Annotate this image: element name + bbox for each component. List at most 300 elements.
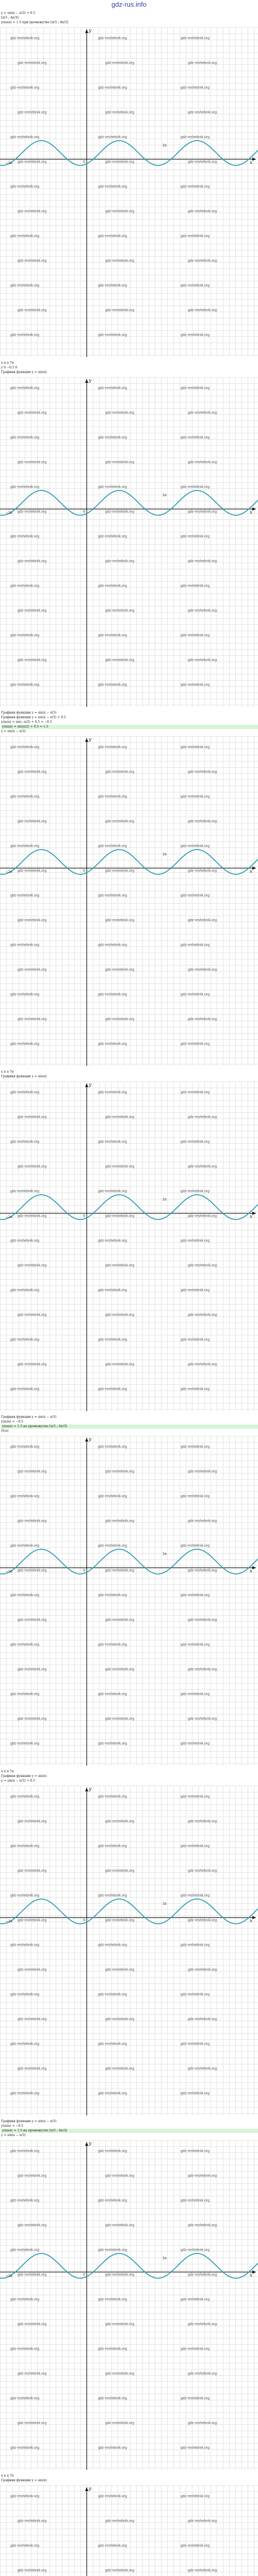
y-axis-arrow	[85, 379, 88, 383]
watermark-text: gdz-reshebnik.org	[98, 2199, 127, 2202]
y-axis-label: y	[89, 1082, 92, 1088]
watermark-text: gdz-reshebnik.org	[18, 2372, 47, 2376]
watermark-text: gdz-reshebnik.org	[188, 2519, 217, 2523]
watermark-text: gdz-reshebnik.org	[18, 111, 47, 114]
watermark-text: gdz-reshebnik.org	[18, 1968, 47, 1972]
watermark-text: gdz-reshebnik.org	[188, 111, 217, 114]
watermark-text: gdz-reshebnik.org	[181, 2347, 210, 2351]
watermark-text: gdz-reshebnik.org	[98, 386, 127, 390]
watermark-text: gdz-reshebnik.org	[181, 584, 210, 588]
watermark-text: gdz-reshebnik.org	[10, 1495, 40, 1498]
watermark-text: gdz-reshebnik.org	[18, 510, 47, 514]
watermark-text: gdz-reshebnik.org	[188, 61, 217, 65]
watermark-text: gdz-reshebnik.org	[18, 658, 47, 662]
watermark-text: gdz-reshebnik.org	[98, 535, 127, 538]
watermark-text: gdz-reshebnik.org	[188, 1165, 217, 1168]
watermark-text: gdz-reshebnik.org	[105, 2421, 135, 2425]
watermark-text: gdz-reshebnik.org	[105, 919, 135, 922]
y-axis-label: y	[89, 1787, 92, 1792]
watermark-text: gdz-reshebnik.org	[188, 1264, 217, 1267]
watermark-text: gdz-reshebnik.org	[10, 1943, 40, 1947]
watermark-text: gdz-reshebnik.org	[188, 1018, 217, 1021]
watermark-text: gdz-reshebnik.org	[98, 1338, 127, 1342]
watermark-text: gdz-reshebnik.org	[181, 1190, 210, 1193]
watermark-text: gdz-reshebnik.org	[188, 2372, 217, 2376]
watermark-text: gdz-reshebnik.org	[10, 584, 40, 588]
watermark-text: gdz-reshebnik.org	[98, 86, 127, 90]
watermark-text: gdz-reshebnik.org	[181, 1042, 210, 1046]
watermark-text: gdz-reshebnik.org	[188, 2018, 217, 2021]
watermark-text: gdz-reshebnik.org	[181, 284, 210, 287]
watermark-text: gdz-reshebnik.org	[10, 943, 40, 947]
watermark-text: gdz-reshebnik.org	[188, 1618, 217, 1622]
watermark-text: gdz-reshebnik.org	[18, 869, 47, 873]
watermark-text: gdz-reshebnik.org	[181, 2446, 210, 2450]
tick-label-2pi: 2π	[163, 2257, 167, 2260]
math-line: Графики функции y = sin(x − π/3) + 0.5	[1, 716, 66, 719]
watermark-text: gdz-reshebnik.org	[181, 2248, 210, 2252]
watermark-text: gdz-reshebnik.org	[98, 1742, 127, 1745]
function-graph	[0, 2485, 258, 2576]
watermark-text: gdz-reshebnik.org	[181, 1643, 210, 1647]
y-axis-arrow	[85, 738, 88, 742]
site-header[interactable]: gdz-rus.info	[111, 1, 147, 8]
watermark-text: gdz-reshebnik.org	[181, 844, 210, 848]
watermark-text: gdz-reshebnik.org	[98, 1239, 127, 1243]
tick-label-minus-2pi: −2π	[6, 2274, 12, 2278]
watermark-text: gdz-reshebnik.org	[10, 37, 40, 40]
watermark-text: gdz-reshebnik.org	[98, 2092, 127, 2095]
watermark-text: gdz-reshebnik.org	[181, 436, 210, 439]
math-line: Графики функции y = sin(x − π/3)	[1, 711, 57, 715]
watermark-text: gdz-reshebnik.org	[181, 2495, 210, 2498]
watermark-text: gdz-reshebnik.org	[188, 919, 217, 922]
watermark-text: gdz-reshebnik.org	[10, 894, 40, 897]
watermark-text: gdz-reshebnik.org	[18, 1618, 47, 1622]
watermark-text: gdz-reshebnik.org	[18, 1363, 47, 1366]
tick-label-minus-2pi: −2π	[6, 1920, 12, 1923]
tick-label-minus-2pi: −2π	[6, 1215, 12, 1219]
tick-label-2pi: 2π	[163, 1902, 167, 1906]
watermark-text: gdz-reshebnik.org	[18, 259, 47, 263]
watermark-text: gdz-reshebnik.org	[105, 770, 135, 774]
watermark-text: gdz-reshebnik.org	[105, 1869, 135, 1873]
watermark-text: gdz-reshebnik.org	[105, 510, 135, 514]
watermark-text: gdz-reshebnik.org	[105, 61, 135, 65]
watermark-text: gdz-reshebnik.org	[98, 1594, 127, 1597]
watermark-text: gdz-reshebnik.org	[98, 1544, 127, 1548]
watermark-text: gdz-reshebnik.org	[18, 2224, 47, 2227]
x-axis-label: x	[250, 1919, 253, 1924]
watermark-text: gdz-reshebnik.org	[18, 919, 47, 922]
tick-label-2pi: 2π	[163, 853, 167, 856]
watermark-text: gdz-reshebnik.org	[105, 259, 135, 263]
watermark-text: gdz-reshebnik.org	[98, 1289, 127, 1292]
watermark-text: gdz-reshebnik.org	[18, 61, 47, 65]
watermark-text: gdz-reshebnik.org	[98, 2149, 127, 2153]
math-line: y = sin(x − π/3)	[1, 2133, 26, 2137]
function-graph	[0, 27, 258, 357]
origin-label: 0	[83, 160, 85, 164]
watermark-text: gdz-reshebnik.org	[10, 1239, 40, 1243]
watermark-text: gdz-reshebnik.org	[105, 2323, 135, 2326]
watermark-text: gdz-reshebnik.org	[98, 2347, 127, 2351]
math-line: x π π 7π	[1, 1770, 14, 1773]
tick-label-minus-2pi: −2π	[6, 161, 12, 165]
watermark-text: gdz-reshebnik.org	[181, 1091, 210, 1094]
tick-label-minus-2pi: −2π	[6, 870, 12, 874]
watermark-text: gdz-reshebnik.org	[98, 993, 127, 996]
watermark-text: gdz-reshebnik.org	[188, 770, 217, 774]
watermark-text: gdz-reshebnik.org	[10, 2544, 40, 2548]
watermark-text: gdz-reshebnik.org	[105, 658, 135, 662]
watermark-text: gdz-reshebnik.org	[18, 309, 47, 312]
watermark-text: gdz-reshebnik.org	[181, 2298, 210, 2301]
watermark-text: gdz-reshebnik.org	[18, 1264, 47, 1267]
watermark-text: gdz-reshebnik.org	[188, 1869, 217, 1873]
watermark-text: gdz-reshebnik.org	[181, 943, 210, 947]
x-axis-arrow	[252, 1916, 256, 1919]
watermark-text: gdz-reshebnik.org	[105, 1470, 135, 1473]
y-axis-label: y	[89, 2141, 92, 2146]
watermark-text: gdz-reshebnik.org	[181, 795, 210, 799]
watermark-text: gdz-reshebnik.org	[181, 2092, 210, 2095]
tick-label-2pi: 2π	[163, 144, 167, 147]
watermark-text: gdz-reshebnik.org	[98, 1894, 127, 1897]
function-graph	[0, 1436, 258, 1766]
watermark-text: gdz-reshebnik.org	[188, 510, 217, 514]
watermark-text: gdz-reshebnik.org	[188, 2421, 217, 2425]
watermark-text: gdz-reshebnik.org	[18, 461, 47, 464]
y-axis-label: y	[89, 737, 92, 742]
watermark-text: gdz-reshebnik.org	[98, 894, 127, 897]
watermark-text: gdz-reshebnik.org	[18, 1919, 47, 1922]
watermark-text: gdz-reshebnik.org	[10, 2092, 40, 2095]
watermark-text: gdz-reshebnik.org	[98, 1643, 127, 1647]
watermark-text: gdz-reshebnik.org	[10, 436, 40, 439]
origin-label: 0	[83, 1569, 85, 1572]
watermark-text: gdz-reshebnik.org	[105, 1717, 135, 1721]
watermark-text: gdz-reshebnik.org	[10, 1445, 40, 1449]
graph-svg	[0, 2485, 258, 2576]
watermark-text: gdz-reshebnik.org	[10, 1544, 40, 1548]
watermark-text: gdz-reshebnik.org	[105, 2372, 135, 2376]
watermark-text: gdz-reshebnik.org	[10, 1594, 40, 1597]
watermark-text: gdz-reshebnik.org	[188, 1363, 217, 1366]
watermark-text: gdz-reshebnik.org	[105, 869, 135, 873]
watermark-text: gdz-reshebnik.org	[98, 1795, 127, 1799]
y-axis-arrow	[85, 1438, 88, 1442]
watermark-text: gdz-reshebnik.org	[181, 386, 210, 390]
watermark-text: gdz-reshebnik.org	[188, 869, 217, 873]
x-axis-label: x	[250, 510, 253, 515]
watermark-text: gdz-reshebnik.org	[18, 411, 47, 415]
watermark-text: gdz-reshebnik.org	[98, 2248, 127, 2252]
watermark-text: gdz-reshebnik.org	[105, 1165, 135, 1168]
watermark-text: gdz-reshebnik.org	[98, 795, 127, 799]
watermark-text: gdz-reshebnik.org	[181, 1495, 210, 1498]
watermark-text: gdz-reshebnik.org	[105, 1363, 135, 1366]
watermark-text: gdz-reshebnik.org	[181, 1943, 210, 1947]
origin-label: 0	[83, 869, 85, 873]
watermark-text: gdz-reshebnik.org	[10, 333, 40, 337]
watermark-text: gdz-reshebnik.org	[10, 1692, 40, 1696]
watermark-text: gdz-reshebnik.org	[188, 609, 217, 613]
watermark-text: gdz-reshebnik.org	[105, 1214, 135, 1218]
watermark-text: gdz-reshebnik.org	[10, 386, 40, 390]
watermark-text: gdz-reshebnik.org	[98, 185, 127, 189]
watermark-text: gdz-reshebnik.org	[18, 2569, 47, 2572]
watermark-text: gdz-reshebnik.org	[98, 2298, 127, 2301]
watermark-text: gdz-reshebnik.org	[18, 2174, 47, 2178]
watermark-text: gdz-reshebnik.org	[105, 1519, 135, 1523]
watermark-text: gdz-reshebnik.org	[10, 2446, 40, 2450]
watermark-text: gdz-reshebnik.org	[98, 135, 127, 139]
watermark-text: gdz-reshebnik.org	[105, 2224, 135, 2227]
watermark-text: gdz-reshebnik.org	[10, 745, 40, 749]
watermark-text: gdz-reshebnik.org	[10, 2042, 40, 2046]
result-line-highlighted: y(max) = sin(π/2) + 0.5 = 1.5	[1, 725, 258, 729]
watermark-text: gdz-reshebnik.org	[105, 1018, 135, 1021]
watermark-text: gdz-reshebnik.org	[181, 1742, 210, 1745]
watermark-text: gdz-reshebnik.org	[10, 993, 40, 996]
watermark-text: gdz-reshebnik.org	[10, 2248, 40, 2252]
watermark-text: gdz-reshebnik.org	[18, 968, 47, 972]
math-line: y 0 −0.5 0	[1, 366, 18, 369]
x-axis-arrow	[252, 1212, 256, 1215]
math-line: x π π 7π	[1, 1070, 14, 1074]
watermark-text: gdz-reshebnik.org	[181, 1795, 210, 1799]
watermark-text: gdz-reshebnik.org	[10, 1042, 40, 1046]
watermark-text: gdz-reshebnik.org	[181, 535, 210, 538]
watermark-text: gdz-reshebnik.org	[188, 1569, 217, 1572]
math-line: Графики функции y = sin(x)	[1, 1774, 47, 1778]
math-line: [π/3 ; 4π/3]	[1, 16, 19, 20]
watermark-text: gdz-reshebnik.org	[98, 333, 127, 337]
result-line-highlighted: y(max) = 1.5 на промежутке [π/3 ; 4π/3]	[1, 1425, 258, 1429]
watermark-text: gdz-reshebnik.org	[105, 160, 135, 164]
watermark-text: gdz-reshebnik.org	[105, 2018, 135, 2021]
math-line: Графики функции y = sin(x − π/3)	[1, 1415, 57, 1419]
watermark-text: gdz-reshebnik.org	[18, 2273, 47, 2277]
watermark-text: gdz-reshebnik.org	[18, 2421, 47, 2425]
x-axis-label: x	[250, 2273, 253, 2278]
watermark-text: gdz-reshebnik.org	[188, 2273, 217, 2277]
x-axis-label: x	[250, 160, 253, 165]
watermark-text: gdz-reshebnik.org	[18, 2067, 47, 2071]
watermark-text: gdz-reshebnik.org	[98, 1495, 127, 1498]
watermark-text: gdz-reshebnik.org	[98, 284, 127, 287]
watermark-text: gdz-reshebnik.org	[105, 1569, 135, 1572]
watermark-text: gdz-reshebnik.org	[10, 1338, 40, 1342]
watermark-text: gdz-reshebnik.org	[18, 1165, 47, 1168]
x-axis-arrow	[252, 1566, 256, 1569]
watermark-text: gdz-reshebnik.org	[98, 2544, 127, 2548]
watermark-text: gdz-reshebnik.org	[181, 135, 210, 139]
graph-svg	[0, 377, 258, 707]
x-axis-label: x	[250, 1214, 253, 1219]
math-line: y(min) = −0.5	[1, 2124, 23, 2128]
watermark-text: gdz-reshebnik.org	[188, 1919, 217, 1922]
watermark-text: gdz-reshebnik.org	[181, 894, 210, 897]
x-axis-arrow	[252, 158, 256, 161]
watermark-text: gdz-reshebnik.org	[181, 1387, 210, 1391]
graph-svg	[0, 1436, 258, 1766]
watermark-text: gdz-reshebnik.org	[10, 535, 40, 538]
watermark-text: gdz-reshebnik.org	[181, 1544, 210, 1548]
y-axis-arrow	[85, 29, 88, 33]
y-axis-arrow	[85, 1788, 88, 1791]
y-axis-arrow	[85, 2142, 88, 2146]
watermark-text: gdz-reshebnik.org	[181, 1844, 210, 1848]
watermark-text: gdz-reshebnik.org	[181, 1239, 210, 1243]
math-line: y = sin(x − π/3) + 0.5	[1, 11, 36, 15]
tick-label-minus-2pi: −2π	[6, 1570, 12, 1573]
math-line: x π π 7π	[1, 361, 14, 365]
watermark-text: gdz-reshebnik.org	[18, 1313, 47, 1317]
watermark-text: gdz-reshebnik.org	[181, 2042, 210, 2046]
watermark-text: gdz-reshebnik.org	[105, 609, 135, 613]
watermark-text: gdz-reshebnik.org	[181, 86, 210, 90]
watermark-text: gdz-reshebnik.org	[188, 1470, 217, 1473]
watermark-text: gdz-reshebnik.org	[188, 2569, 217, 2572]
watermark-text: gdz-reshebnik.org	[181, 1594, 210, 1597]
tick-label-2pi: 2π	[163, 1552, 167, 1556]
watermark-text: gdz-reshebnik.org	[98, 37, 127, 40]
watermark-text: gdz-reshebnik.org	[105, 1618, 135, 1622]
math-line: x π π 7π	[1, 2474, 14, 2478]
watermark-text: gdz-reshebnik.org	[181, 37, 210, 40]
watermark-text: gdz-reshebnik.org	[105, 2067, 135, 2071]
watermark-text: gdz-reshebnik.org	[18, 609, 47, 613]
math-line: y = sin(x − π/3) + 0.5	[1, 1779, 36, 1783]
watermark-text: gdz-reshebnik.org	[10, 2199, 40, 2202]
watermark-text: gdz-reshebnik.org	[10, 1643, 40, 1647]
watermark-text: gdz-reshebnik.org	[18, 1018, 47, 1021]
watermark-text: gdz-reshebnik.org	[98, 1190, 127, 1193]
watermark-text: gdz-reshebnik.org	[181, 333, 210, 337]
watermark-text: gdz-reshebnik.org	[188, 560, 217, 563]
watermark-text: gdz-reshebnik.org	[18, 1519, 47, 1523]
x-axis-arrow	[252, 867, 256, 870]
watermark-text: gdz-reshebnik.org	[10, 1795, 40, 1799]
watermark-text: gdz-reshebnik.org	[18, 1569, 47, 1572]
watermark-text: gdz-reshebnik.org	[105, 1313, 135, 1317]
watermark-text: gdz-reshebnik.org	[18, 820, 47, 823]
watermark-text: gdz-reshebnik.org	[181, 1993, 210, 1996]
math-line: y(max) = 1.5 при промежутке [π/3 ; 4π/3]	[1, 21, 68, 24]
watermark-text: gdz-reshebnik.org	[105, 2569, 135, 2572]
watermark-text: gdz-reshebnik.org	[18, 1115, 47, 1119]
watermark-text: gdz-reshebnik.org	[181, 1140, 210, 1144]
watermark-text: gdz-reshebnik.org	[98, 584, 127, 588]
watermark-text: gdz-reshebnik.org	[98, 745, 127, 749]
watermark-text: gdz-reshebnik.org	[181, 2397, 210, 2400]
watermark-text: gdz-reshebnik.org	[188, 1519, 217, 1523]
watermark-text: gdz-reshebnik.org	[18, 1470, 47, 1473]
watermark-text: gdz-reshebnik.org	[10, 1387, 40, 1391]
watermark-text: gdz-reshebnik.org	[10, 1993, 40, 1996]
watermark-text: gdz-reshebnik.org	[188, 1214, 217, 1218]
watermark-text: gdz-reshebnik.org	[98, 1445, 127, 1449]
watermark-text: gdz-reshebnik.org	[18, 1214, 47, 1218]
watermark-text: gdz-reshebnik.org	[188, 658, 217, 662]
origin-label: 0	[83, 2273, 85, 2277]
watermark-text: gdz-reshebnik.org	[181, 993, 210, 996]
watermark-text: gdz-reshebnik.org	[18, 2018, 47, 2021]
math-line: y(min) = −0.5	[1, 1420, 23, 1423]
x-axis-label: x	[250, 1569, 253, 1574]
watermark-text: gdz-reshebnik.org	[181, 2544, 210, 2548]
watermark-text: gdz-reshebnik.org	[18, 2323, 47, 2326]
watermark-text: gdz-reshebnik.org	[10, 2149, 40, 2153]
watermark-text: gdz-reshebnik.org	[98, 1042, 127, 1046]
watermark-text: gdz-reshebnik.org	[98, 485, 127, 489]
watermark-text: gdz-reshebnik.org	[10, 86, 40, 90]
watermark-text: gdz-reshebnik.org	[98, 1692, 127, 1696]
watermark-text: gdz-reshebnik.org	[10, 1742, 40, 1745]
watermark-text: gdz-reshebnik.org	[98, 1943, 127, 1947]
watermark-text: gdz-reshebnik.org	[188, 820, 217, 823]
watermark-text: gdz-reshebnik.org	[98, 1844, 127, 1848]
watermark-text: gdz-reshebnik.org	[188, 1820, 217, 1823]
watermark-text: gdz-reshebnik.org	[10, 485, 40, 489]
watermark-text: gdz-reshebnik.org	[98, 2042, 127, 2046]
watermark-text: gdz-reshebnik.org	[98, 943, 127, 947]
watermark-text: gdz-reshebnik.org	[188, 1313, 217, 1317]
watermark-text: gdz-reshebnik.org	[98, 1387, 127, 1391]
origin-label: 0	[83, 1919, 85, 1922]
math-line: Графики функции y = sin(x)	[1, 1075, 47, 1078]
watermark-text: gdz-reshebnik.org	[188, 1717, 217, 1721]
y-axis-label: y	[89, 378, 92, 383]
graph-svg	[0, 2140, 258, 2470]
watermark-text: gdz-reshebnik.org	[188, 2323, 217, 2326]
watermark-text: gdz-reshebnik.org	[181, 1338, 210, 1342]
watermark-text: gdz-reshebnik.org	[18, 1869, 47, 1873]
watermark-text: gdz-reshebnik.org	[181, 485, 210, 489]
watermark-text: gdz-reshebnik.org	[98, 1091, 127, 1094]
watermark-text: gdz-reshebnik.org	[18, 560, 47, 563]
graph-svg	[0, 1786, 258, 2115]
watermark-text: gdz-reshebnik.org	[10, 683, 40, 687]
watermark-text: gdz-reshebnik.org	[105, 309, 135, 312]
watermark-text: gdz-reshebnik.org	[181, 2149, 210, 2153]
watermark-text: gdz-reshebnik.org	[98, 2495, 127, 2498]
math-line: Графики функции y = sin(x)	[1, 370, 47, 374]
watermark-text: gdz-reshebnik.org	[98, 2446, 127, 2450]
origin-label: 0	[83, 510, 85, 514]
watermark-text: gdz-reshebnik.org	[10, 135, 40, 139]
graph-svg	[0, 1081, 258, 1411]
watermark-text: gdz-reshebnik.org	[188, 2174, 217, 2178]
watermark-text: gdz-reshebnik.org	[188, 2067, 217, 2071]
graph-svg	[0, 27, 258, 357]
watermark-text: gdz-reshebnik.org	[188, 1968, 217, 1972]
watermark-text: gdz-reshebnik.org	[10, 1091, 40, 1094]
watermark-text: gdz-reshebnik.org	[10, 2495, 40, 2498]
watermark-text: gdz-reshebnik.org	[188, 968, 217, 972]
watermark-text: gdz-reshebnik.org	[105, 820, 135, 823]
watermark-text: gdz-reshebnik.org	[10, 284, 40, 287]
watermark-text: gdz-reshebnik.org	[188, 309, 217, 312]
watermark-text: gdz-reshebnik.org	[10, 795, 40, 799]
function-graph	[0, 377, 258, 707]
watermark-text: gdz-reshebnik.org	[10, 2347, 40, 2351]
watermark-text: gdz-reshebnik.org	[105, 560, 135, 563]
watermark-text: gdz-reshebnik.org	[181, 1445, 210, 1449]
y-axis-arrow	[85, 2487, 88, 2491]
